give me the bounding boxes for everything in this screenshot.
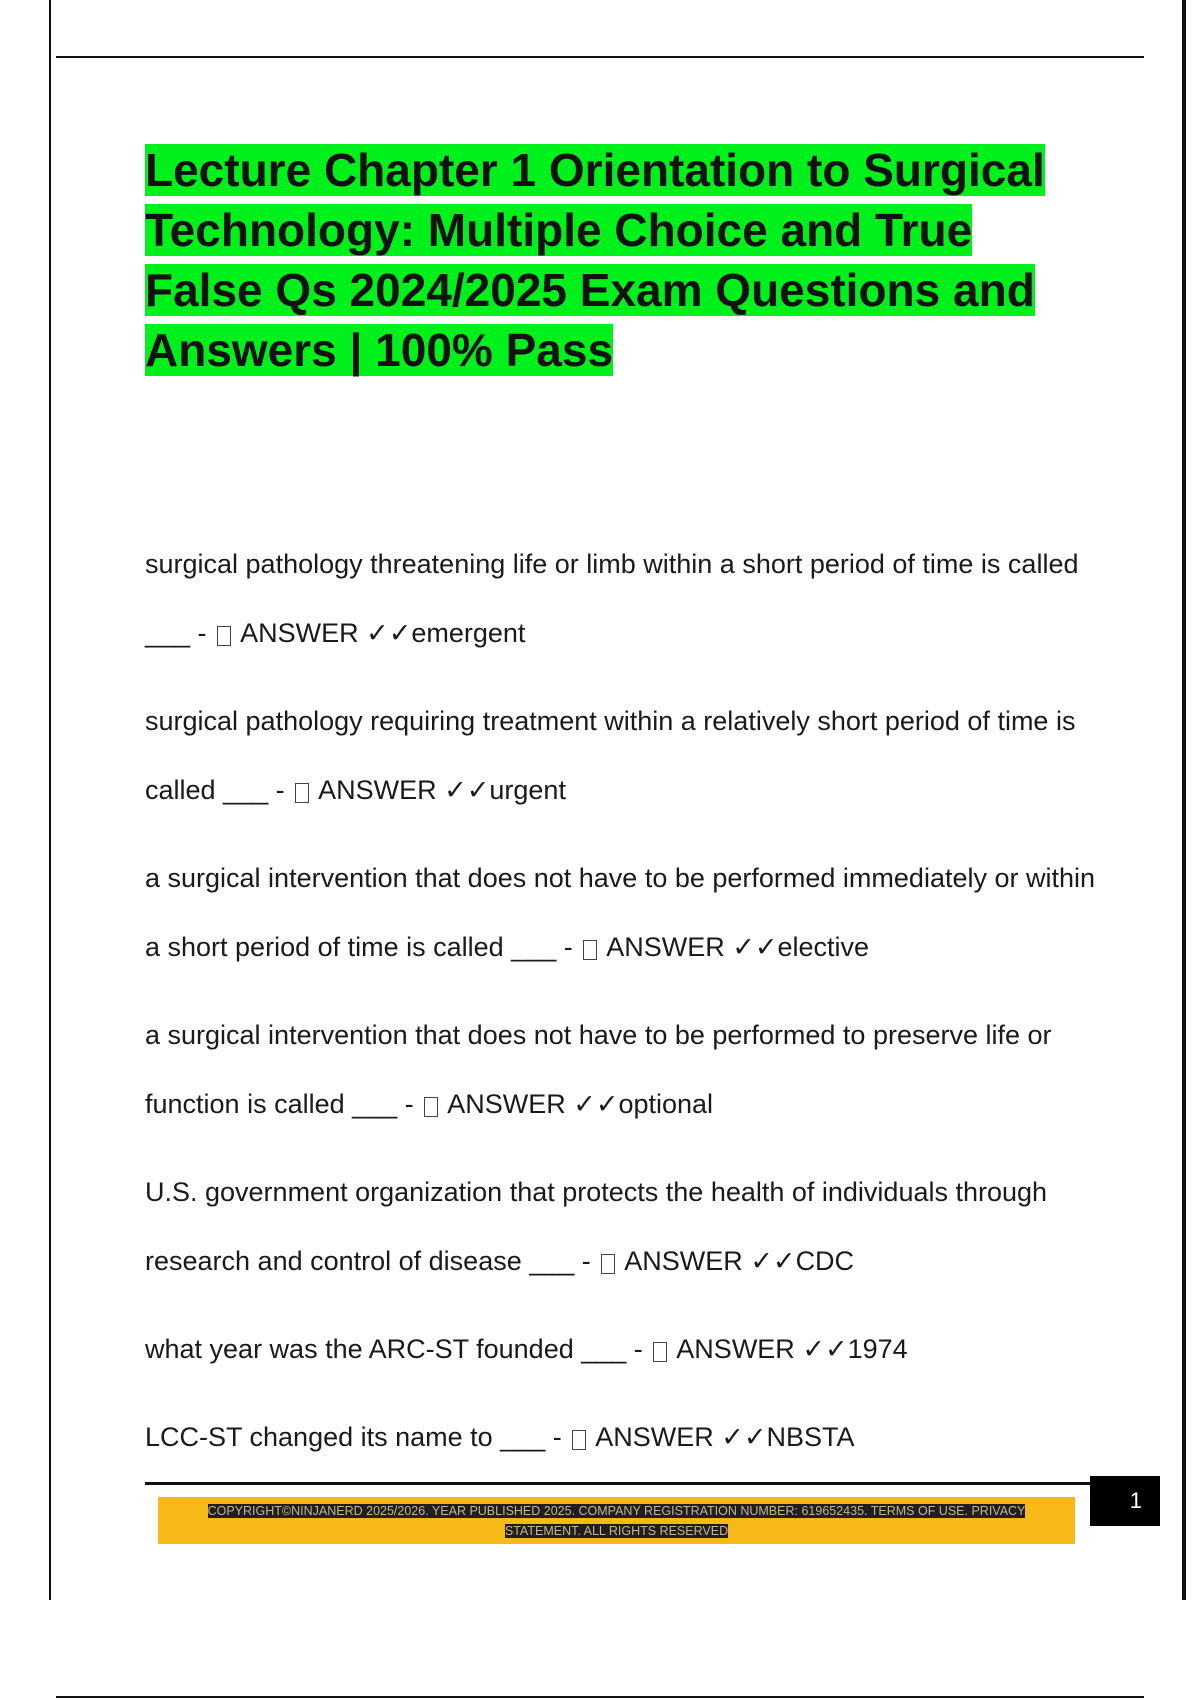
answer-label: ANSWER	[606, 932, 725, 962]
footer-copyright	[170, 1501, 1063, 1541]
footer-copyright-text: COPYRIGHT©NINJANERD 2025/2026. YEAR PUBLISHED 2025. COMPANY REGISTRATION NUMBER: 619652435. TERMS OF USE. PRIVACY STATEMENT. ALL RIGHTS RESERVED	[207, 1504, 1026, 1538]
answer-label: ANSWER	[240, 618, 359, 648]
missing-glyph-box-icon	[572, 1430, 586, 1450]
answer-label: ANSWER	[595, 1422, 714, 1452]
document-title	[145, 140, 1045, 380]
question-text: surgical pathology requiring treatment within a relatively short period of time is called ___ -	[145, 706, 1076, 805]
question-text: surgical pathology threatening life or limb within a short period of time is called ___ -	[145, 549, 1079, 648]
answer-text: emergent	[411, 618, 526, 648]
question-text: U.S. government organization that protects the health of individuals through research and control of disease ___ -	[145, 1177, 1048, 1276]
question-text: a surgical intervention that does not have to be performed immediately or within a short period of time is called ___ -	[145, 863, 1096, 962]
question-text: LCC-ST changed its name to ___ -	[145, 1422, 570, 1452]
answer-text: urgent	[489, 775, 566, 805]
qa-item	[145, 1001, 1105, 1139]
missing-glyph-box-icon	[295, 783, 309, 803]
answer-text: elective	[777, 932, 870, 962]
answer-text: NBSTA	[766, 1422, 855, 1452]
page-left-border	[49, 0, 51, 1600]
answer-text: CDC	[795, 1246, 855, 1276]
qa-item	[145, 1158, 1105, 1296]
question-answer-list	[145, 530, 1105, 1491]
question-text: a surgical intervention that does not have to be performed to preserve life or function is called ___ -	[145, 1020, 1052, 1119]
answer-label: ANSWER	[676, 1334, 795, 1364]
missing-glyph-box-icon	[424, 1097, 438, 1117]
answer-label: ANSWER	[624, 1246, 743, 1276]
document-title-text: Lecture Chapter 1 Orientation to Surgical Technology: Multiple Choice and True False Qs 2024/2025 Exam Questions and Answers | 100% Pass	[145, 144, 1045, 376]
qa-item	[145, 687, 1105, 825]
qa-item	[145, 530, 1105, 668]
header-rule	[56, 56, 1144, 58]
answer-label: ANSWER	[318, 775, 437, 805]
next-page-top-rule	[56, 1696, 1144, 1698]
checkmark-icon: ✓✓	[750, 1246, 796, 1276]
question-text: what year was the ARC-ST founded ___ -	[145, 1334, 651, 1364]
checkmark-icon: ✓✓	[573, 1089, 619, 1119]
page-number: 1	[1090, 1476, 1160, 1526]
qa-item	[145, 844, 1105, 982]
checkmark-icon: ✓✓	[732, 932, 778, 962]
answer-text: 1974	[847, 1334, 908, 1364]
missing-glyph-box-icon	[601, 1254, 615, 1274]
missing-glyph-box-icon	[583, 940, 597, 960]
missing-glyph-box-icon	[217, 626, 231, 646]
answer-text: optional	[618, 1089, 714, 1119]
checkmark-icon: ✓✓	[444, 775, 490, 805]
answer-label: ANSWER	[447, 1089, 566, 1119]
page-right-border	[1182, 0, 1186, 1600]
checkmark-icon: ✓✓	[721, 1422, 767, 1452]
qa-item	[145, 1403, 1105, 1472]
missing-glyph-box-icon	[653, 1342, 667, 1362]
footer-rule	[145, 1482, 1090, 1485]
qa-item	[145, 1315, 1105, 1384]
checkmark-icon: ✓✓	[802, 1334, 848, 1364]
checkmark-icon: ✓✓	[366, 618, 412, 648]
